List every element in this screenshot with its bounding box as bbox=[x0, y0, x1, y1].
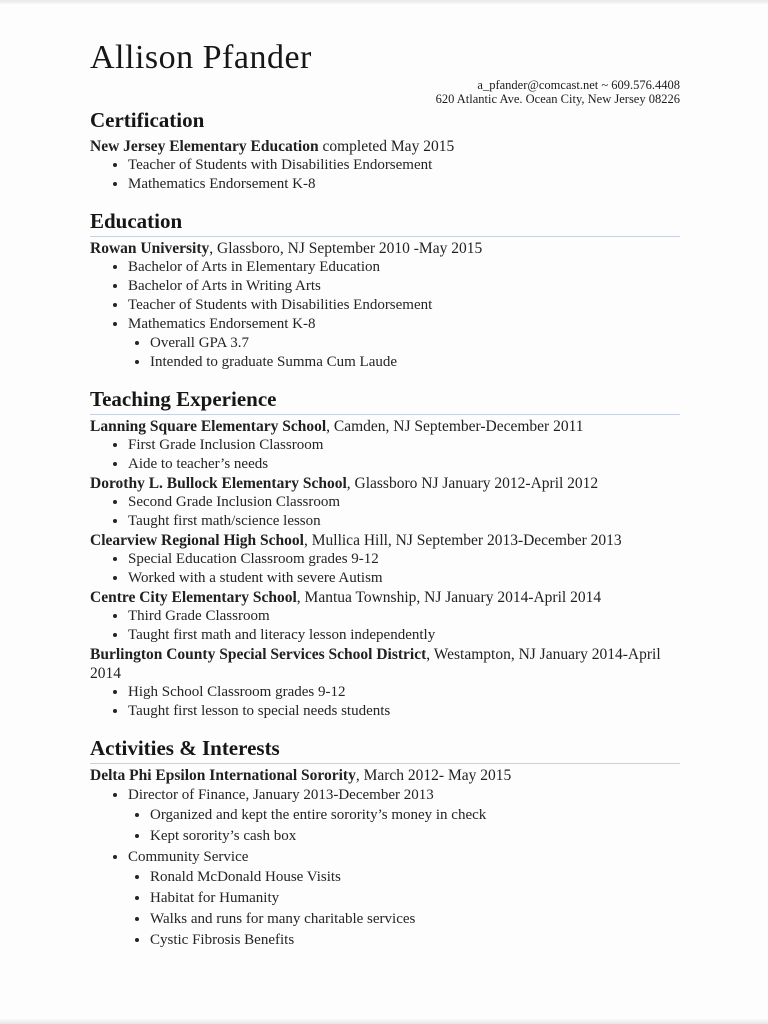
education-bullet-list bbox=[90, 258, 680, 372]
section-certification bbox=[90, 108, 680, 194]
teaching-school-name: Lanning Square Elementary School bbox=[90, 418, 327, 435]
teaching-entry-detail: , Glassboro NJ January 2012-April 2012 bbox=[346, 475, 599, 492]
teaching-entry-detail: , Camden, NJ September-December 2011 bbox=[326, 418, 584, 435]
section-activities-interests bbox=[90, 736, 680, 950]
bullet-item: • Second Grade Inclusion Classroom bbox=[128, 493, 680, 512]
certification-heading: Certification bbox=[90, 108, 205, 132]
bullet-item: • Overall GPA 3.7 bbox=[150, 334, 680, 353]
teaching-bullet-list bbox=[90, 493, 680, 531]
activities-org-name: Delta Phi Epsilon International Sorority bbox=[90, 767, 356, 784]
bullet-item: • Bachelor of Arts in Elementary Education bbox=[128, 258, 680, 277]
bullet-item bbox=[128, 785, 680, 846]
contact-info bbox=[90, 78, 680, 106]
teaching-entry-detail: , Mantua Township, NJ January 2014-April 2014 bbox=[296, 589, 602, 606]
section-teaching-experience bbox=[90, 387, 680, 721]
bullet-item bbox=[128, 847, 680, 950]
bullet-item: • Bachelor of Arts in Writing Arts bbox=[128, 277, 680, 296]
teaching-entry-detail: , Mullica Hill, NJ September 2013-December 2013 bbox=[303, 532, 622, 549]
bullet-item: • Mathematics Endorsement K-8 bbox=[128, 175, 680, 194]
bullet-item bbox=[128, 315, 680, 372]
teaching-entry bbox=[90, 645, 680, 683]
contact-address: 620 Atlantic Ave. Ocean City, New Jersey 08226 bbox=[435, 92, 680, 106]
page-bottom-edge bbox=[0, 1019, 768, 1024]
certification-entry bbox=[90, 137, 680, 156]
contact-email-phone: a_pfander@comcast.net ~ 609.576.4408 bbox=[477, 78, 680, 92]
certification-entry-detail: completed May 2015 bbox=[318, 138, 455, 155]
bullet-item: • Worked with a student with severe Autism bbox=[128, 569, 680, 588]
certification-entry-title: New Jersey Elementary Education bbox=[90, 138, 319, 155]
bullet-item: • Taught first math and literacy lesson independently bbox=[128, 626, 680, 645]
bullet-item: • Habitat for Humanity bbox=[150, 888, 680, 908]
bullet-item-label: Community Service bbox=[128, 849, 249, 865]
teaching-school-name: Burlington County Special Services School District bbox=[90, 646, 427, 663]
section-education bbox=[90, 209, 680, 372]
education-heading: Education bbox=[90, 209, 680, 237]
bullet-item: • Kept sorority’s cash box bbox=[150, 826, 680, 846]
bullet-item: • Organized and kept the entire sorority’s money in check bbox=[150, 805, 680, 825]
bullet-item: • Aide to teacher’s needs bbox=[128, 455, 680, 474]
bullet-item: • First Grade Inclusion Classroom bbox=[128, 436, 680, 455]
teaching-bullet-list bbox=[90, 550, 680, 588]
teaching-entry bbox=[90, 417, 680, 436]
activities-bullet-list bbox=[90, 785, 680, 950]
teaching-school-name: Centre City Elementary School bbox=[90, 589, 297, 606]
bullet-item-label: Mathematics Endorsement K-8 bbox=[128, 316, 316, 332]
teaching-bullet-list bbox=[90, 436, 680, 474]
teaching-bullet-list bbox=[90, 683, 680, 721]
education-school-name: Rowan University bbox=[90, 240, 210, 257]
teaching-entry-detail: , Westampton, NJ January 2014-April 2014 bbox=[90, 646, 661, 682]
activities-entry-detail: , March 2012- May 2015 bbox=[355, 767, 512, 784]
bullet-item: • Cystic Fibrosis Benefits bbox=[150, 930, 680, 950]
education-entry-detail: , Glassboro, NJ September 2010 -May 2015 bbox=[209, 240, 483, 257]
bullet-item: • Teacher of Students with Disabilities Endorsement bbox=[128, 296, 680, 315]
resume-header bbox=[90, 40, 680, 106]
education-entry bbox=[90, 239, 680, 258]
bullet-item: • High School Classroom grades 9-12 bbox=[128, 683, 680, 702]
bullet-item: • Taught first lesson to special needs students bbox=[128, 702, 680, 721]
bullet-item: • Teacher of Students with Disabilities Endorsement bbox=[128, 156, 680, 175]
page-title: Allison Pfander bbox=[90, 39, 312, 76]
teaching-school-name: Clearview Regional High School bbox=[90, 532, 304, 549]
bullet-item: • Walks and runs for many charitable services bbox=[150, 909, 680, 929]
activities-sub-bullet-list bbox=[128, 867, 680, 950]
bullet-item: • Third Grade Classroom bbox=[128, 607, 680, 626]
teaching-school-name: Dorothy L. Bullock Elementary School bbox=[90, 475, 347, 492]
teaching-heading: Teaching Experience bbox=[90, 387, 680, 415]
activities-heading: Activities & Interests bbox=[90, 736, 680, 764]
teaching-entry bbox=[90, 588, 680, 607]
bullet-item: • Ronald McDonald House Visits bbox=[150, 867, 680, 887]
education-sub-bullet-list bbox=[128, 334, 680, 372]
teaching-entry bbox=[90, 474, 680, 493]
teaching-entry bbox=[90, 531, 680, 550]
certification-bullet-list bbox=[90, 156, 680, 194]
activities-entry bbox=[90, 766, 680, 785]
bullet-item: • Special Education Classroom grades 9-12 bbox=[128, 550, 680, 569]
bullet-item-label: Director of Finance, January 2013-December 2013 bbox=[128, 787, 434, 803]
bullet-item: • Intended to graduate Summa Cum Laude bbox=[150, 353, 680, 372]
page-top-edge bbox=[0, 0, 768, 4]
teaching-bullet-list bbox=[90, 607, 680, 645]
bullet-item: • Taught first math/science lesson bbox=[128, 512, 680, 531]
activities-sub-bullet-list bbox=[128, 805, 680, 846]
